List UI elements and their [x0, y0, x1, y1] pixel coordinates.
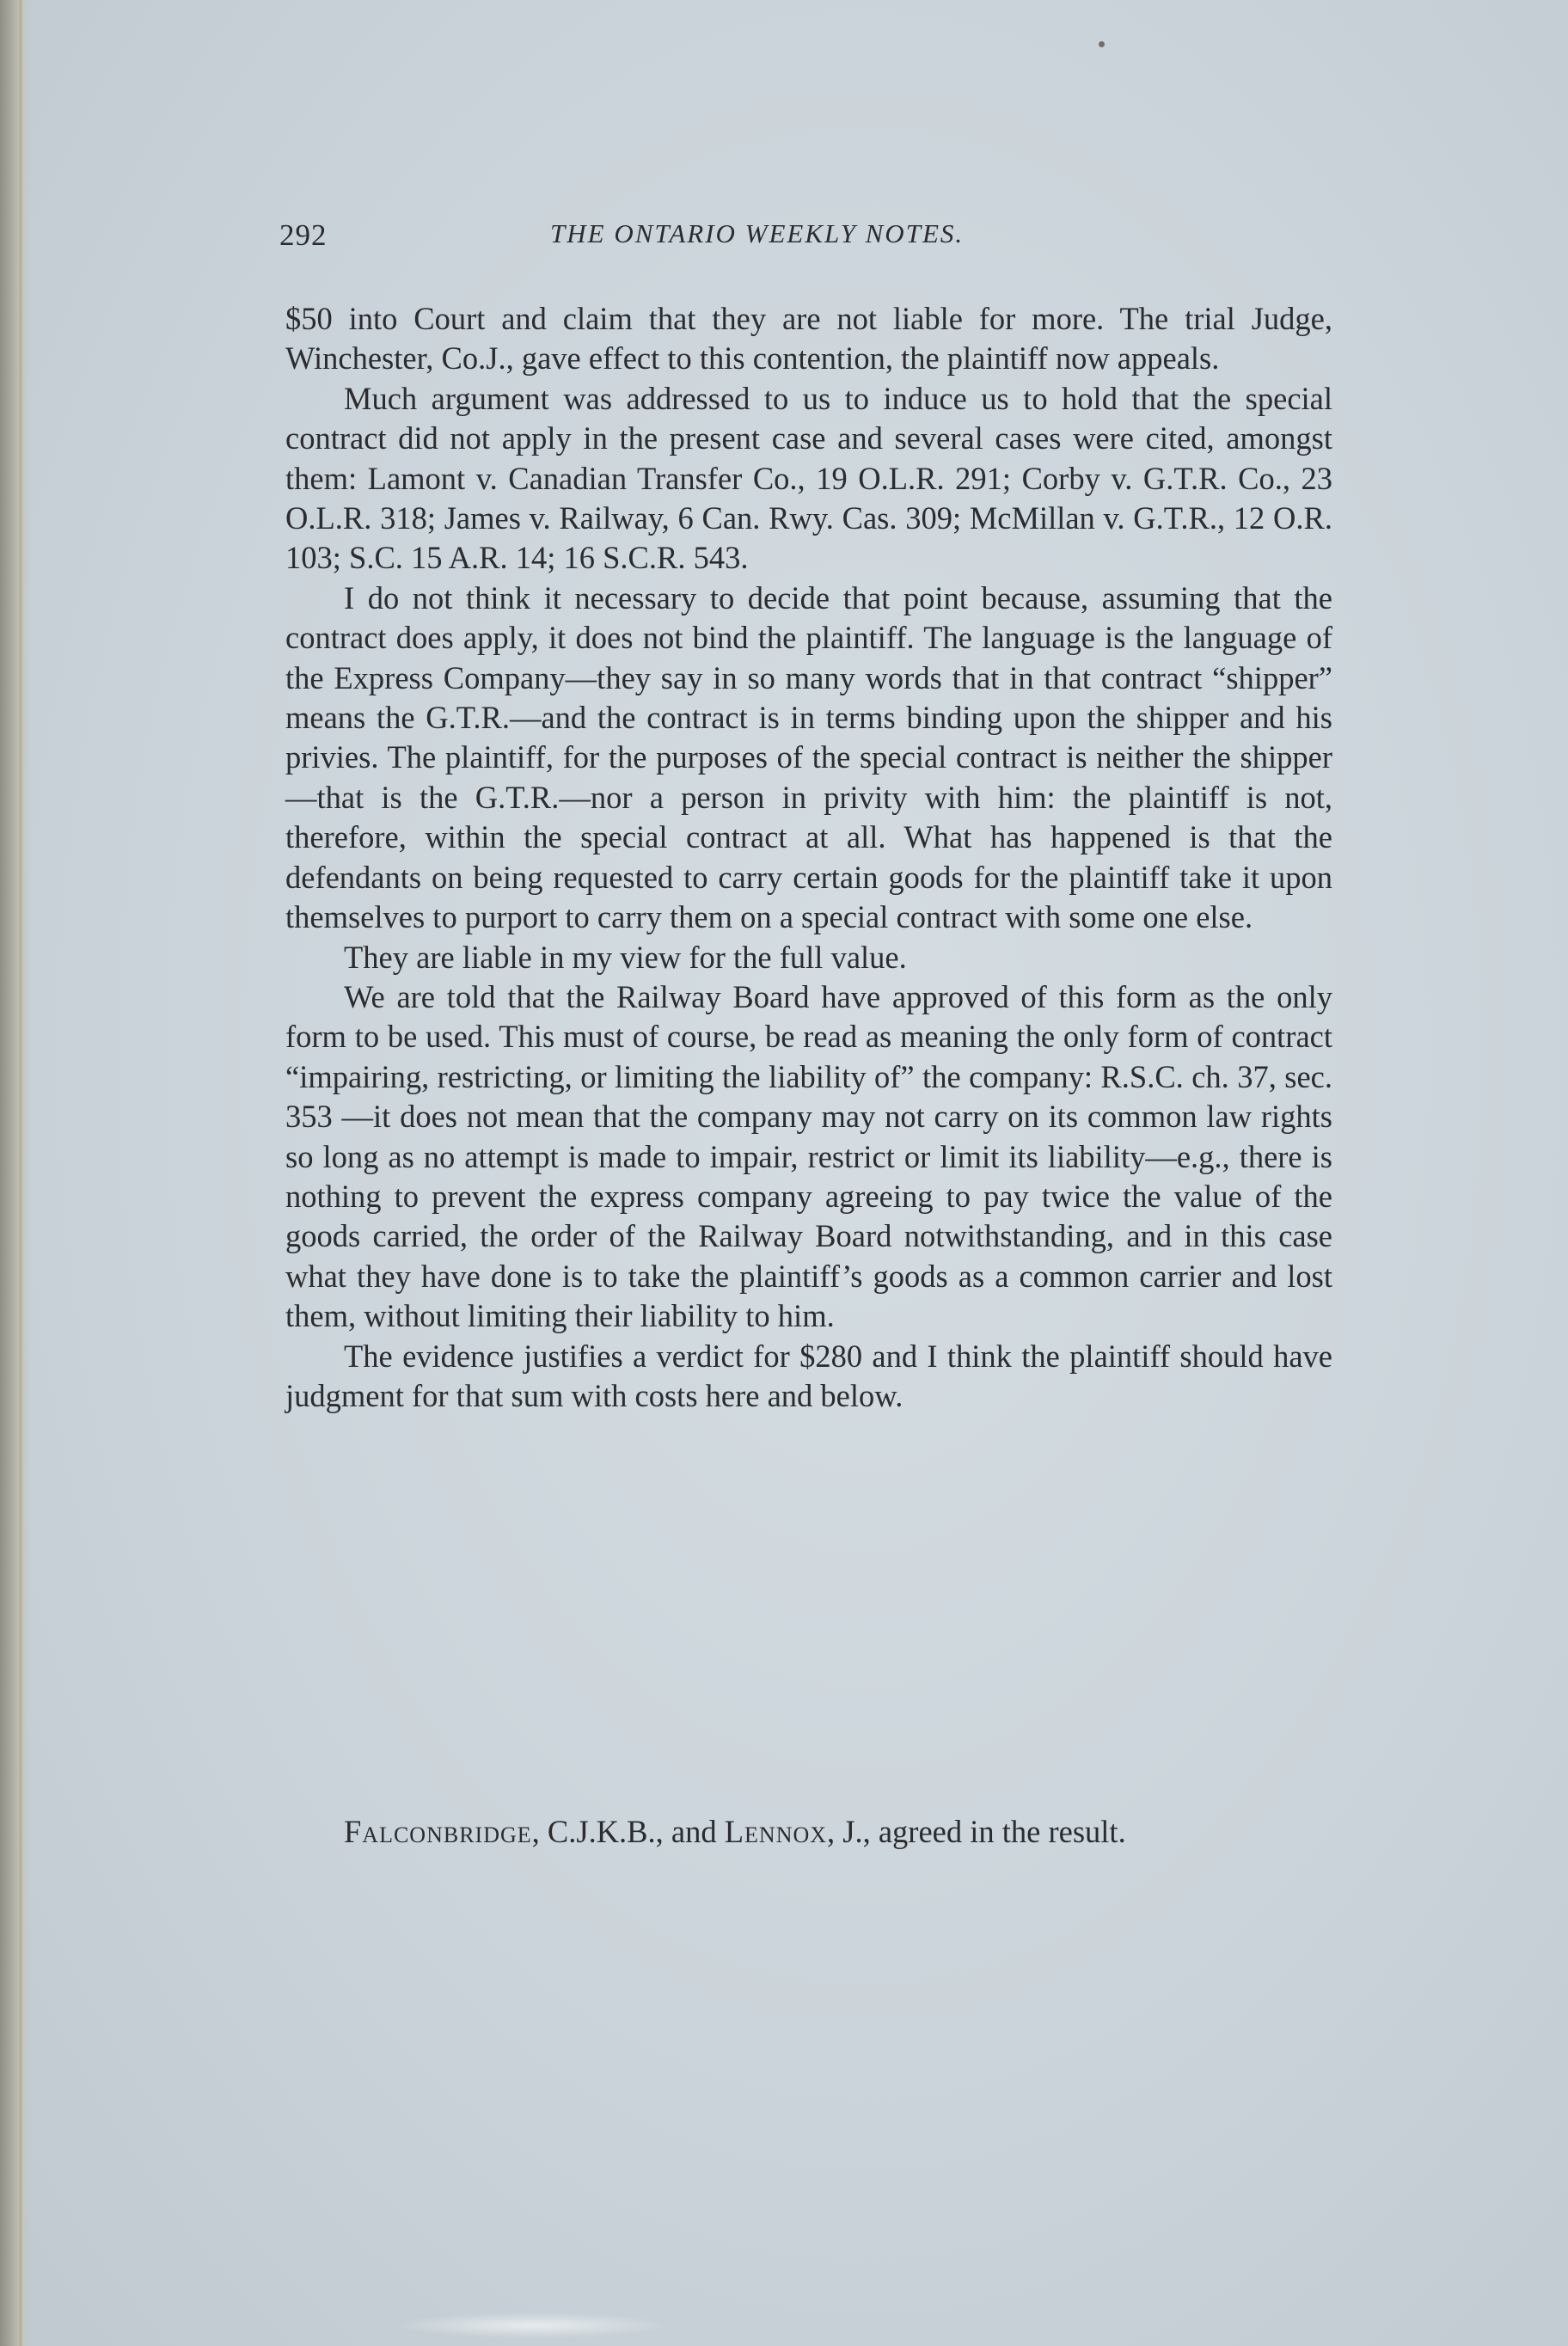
judge-name-lennox: Lennox	[724, 1814, 828, 1849]
concurrence-paragraph	[285, 1812, 1332, 1852]
paragraph-contract-analysis: I do not think it necessary to decide that point because, assuming that the contract does apply, it does not bind the plaintiff. The language is the language of the Express Company—they say in so many words that in that contract “shipper” means the G.T.R.—and the contract is in terms binding upon the shipper and his privies. The plaintiff, for the purposes of the special contract is neither the shipper—that is the G.T.R.—nor a person in privity with him: the plaintiff is not, therefore, within the special contract at all. What has happened is that the defendants on being requested to carry certain goods for the plaintiff take it upon themselves to purport to carry them on a special contract with some one else.	[285, 579, 1332, 935]
page-number: 292	[279, 218, 328, 252]
paragraph-liability-view: They are liable in my view for the full value.	[344, 939, 907, 975]
book-binding-edge	[0, 0, 31, 2346]
paper-smudge	[395, 2312, 671, 2338]
journal-title: THE ONTARIO WEEKLY NOTES.	[550, 218, 965, 248]
concurrence-text-part-1: , C.J.K.B., and	[531, 1814, 725, 1849]
ink-speck	[1099, 41, 1105, 47]
judge-name-falconbridge: Falconbridge	[344, 1814, 532, 1849]
concurrence-text-part-2: , J., agreed in the result.	[827, 1814, 1126, 1849]
paragraph-railway-board: We are told that the Railway Board have approved of this form as the only form to be used. This must of course, be read as meaning the only form of contract “impairing, restricting, or limiting the liability of” the company: R.S.C. ch. 37, sec. 353 —it does not mean that the company may not carry on its common law rights so long as no attempt is made to impair, restrict or limit its liability—e.g., there is nothing to prevent the express company agreeing to pay twice the value of the goods carried, the order of the Railway Board notwithstanding, and in this case what they have done is to take the plaintiff’s goods as a common carrier and lost them, without limiting their liability to him.	[285, 978, 1332, 1334]
paragraph-verdict: The evidence justifies a verdict for $280 and I think the plaintiff should have judgment for that sum with costs here and below.	[285, 1338, 1332, 1413]
paragraph-argument-cases: Much argument was addressed to us to induce us to hold that the special contract did not apply in the present case and several cases were cited, amongst them: Lamont v. Canadian Transfer Co., 19 O.L.R. 291; Corby v. G.T.R. Co., 23 O.L.R. 318; James v. Railway, 6 Can. Rwy. Cas. 309; McMillan v. G.T.R., 12 O.R. 103; S.C. 15 A.R. 14; 16 S.C.R. 543.	[285, 380, 1332, 576]
running-head	[279, 213, 1337, 256]
binding-shadow-line	[19, 0, 22, 2346]
judgment-body	[285, 299, 1332, 1416]
paragraph-continuation: $50 into Court and claim that they are not liable for more. The trial Judge, Winchester, Co.J., gave effect to this contention, the plaintiff now appeals.	[285, 301, 1332, 377]
concurrence-text	[285, 1812, 1332, 1852]
